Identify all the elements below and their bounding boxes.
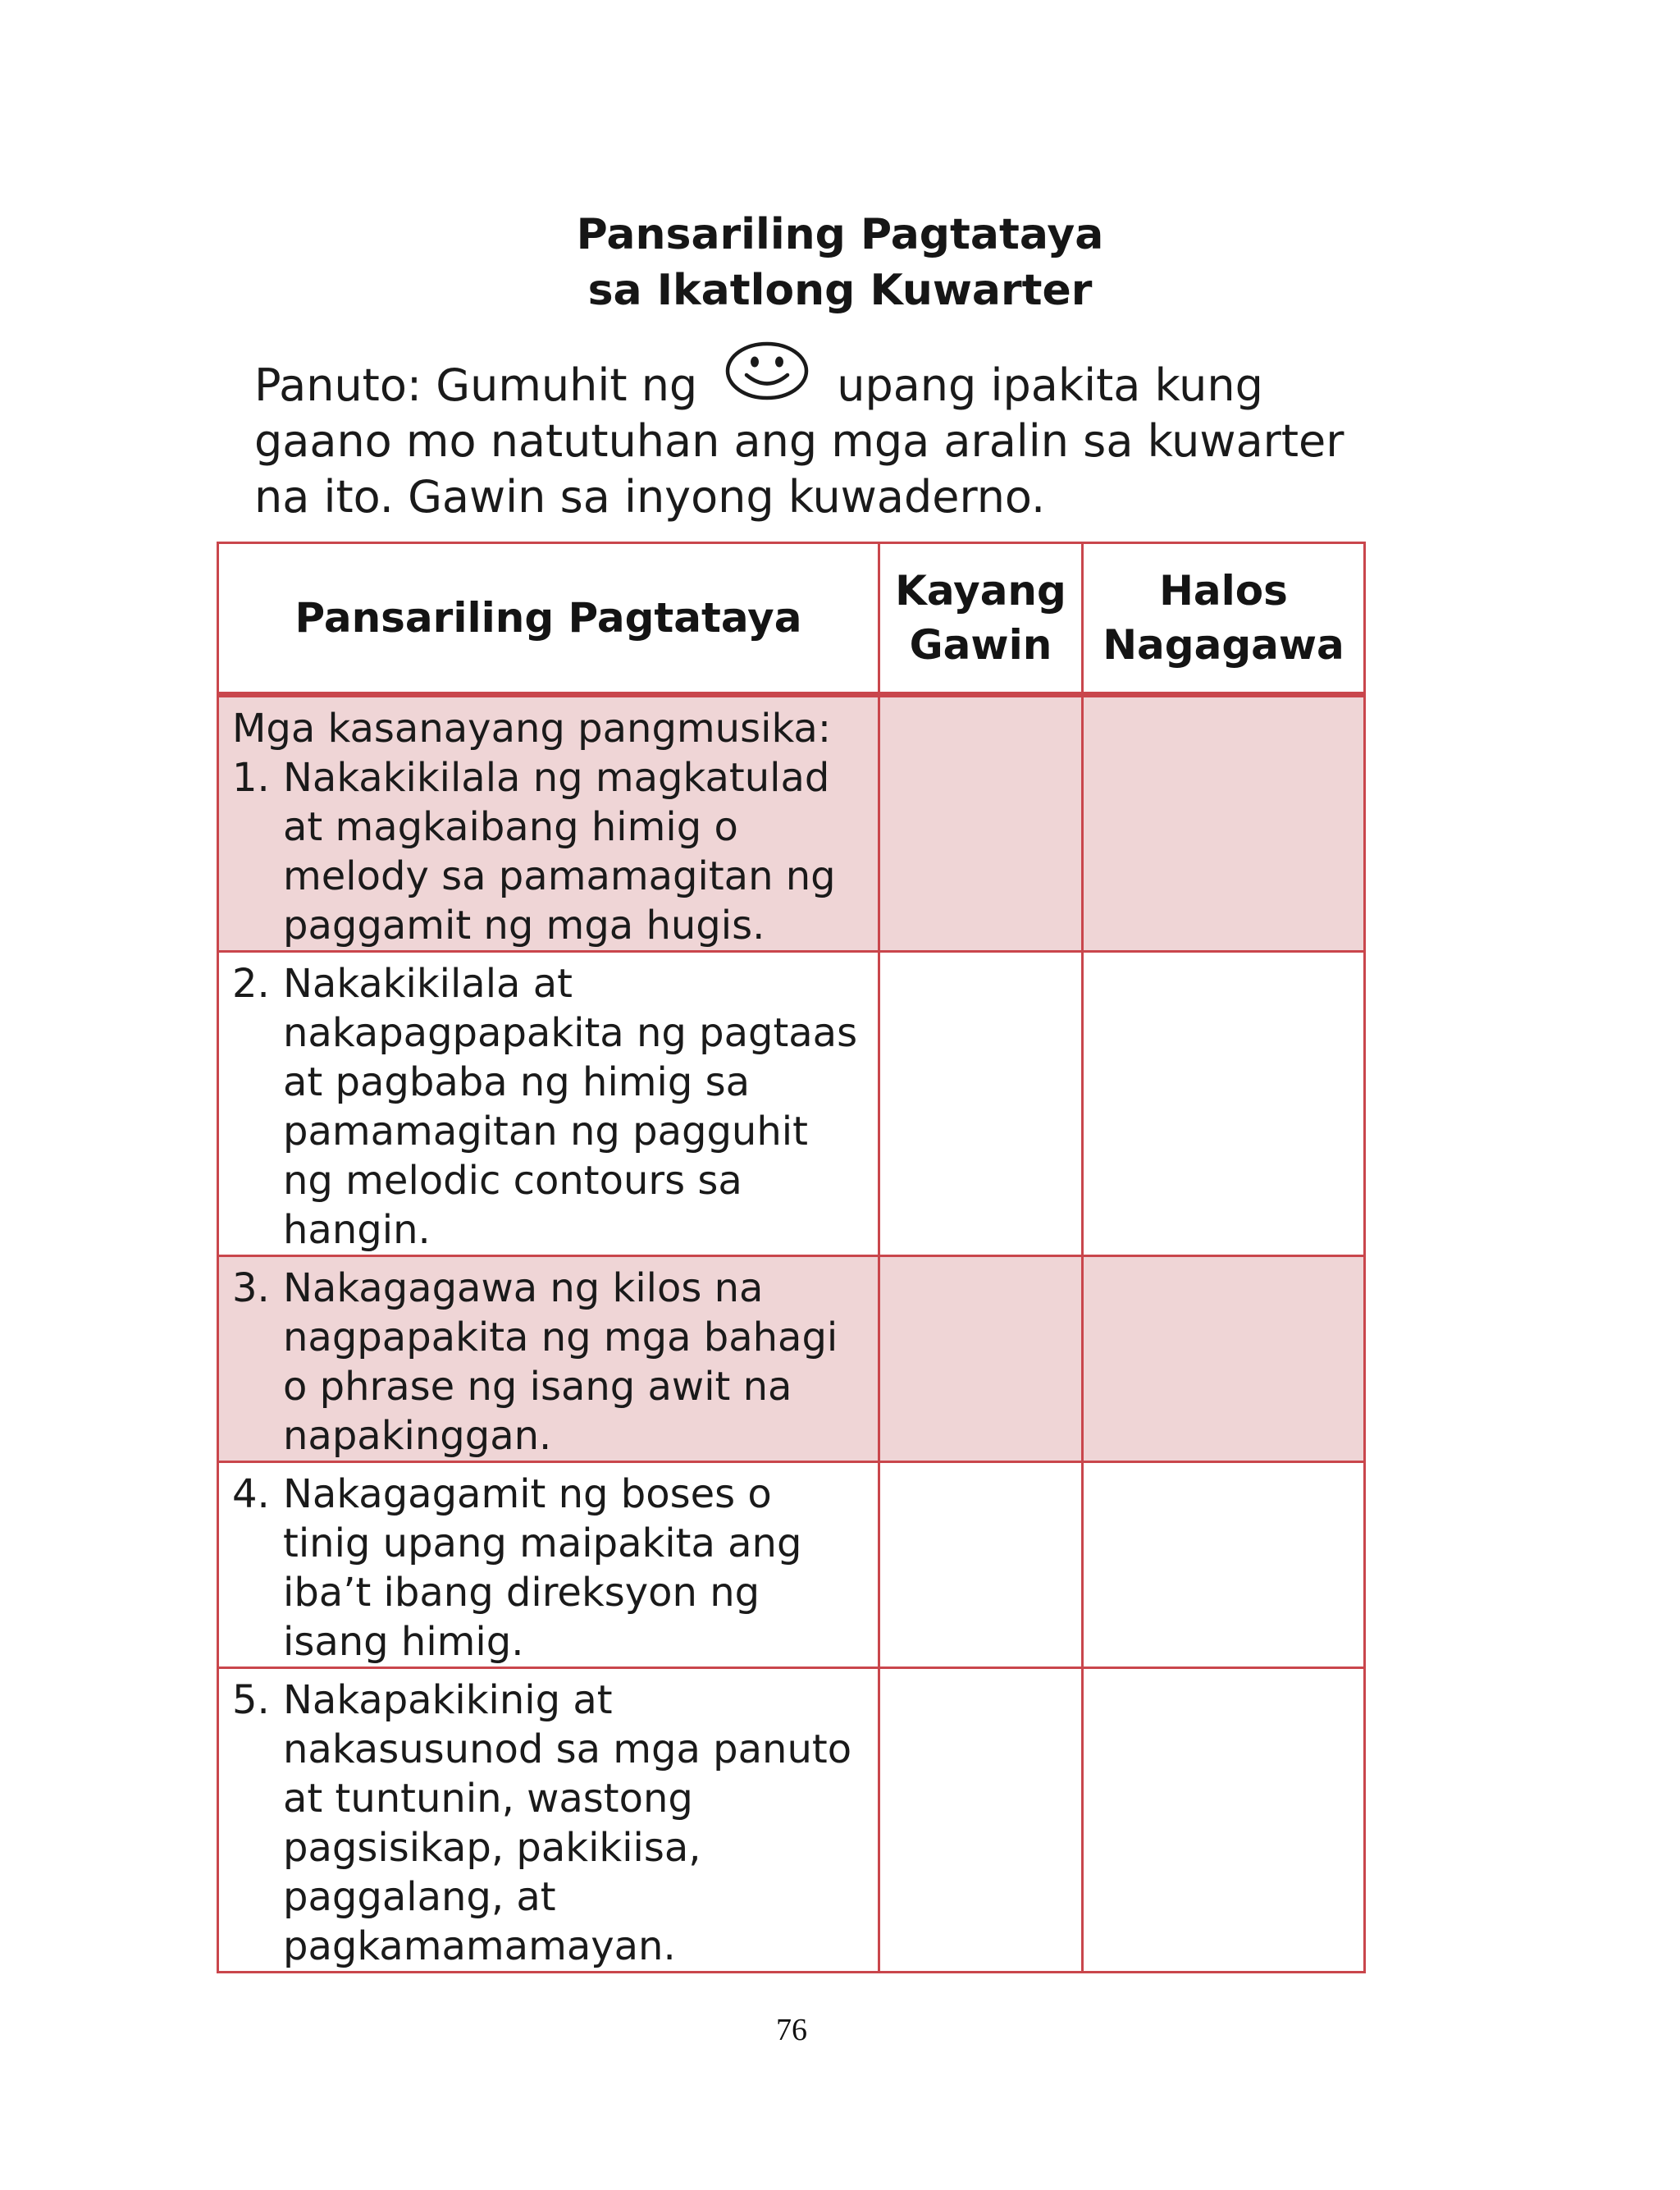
row-description — [218, 1256, 879, 1462]
row-description — [218, 695, 879, 952]
row-number: 5. — [232, 1677, 270, 1723]
checkbox-cell-halos-nagagawa[interactable] — [1083, 1668, 1365, 1973]
checkbox-cell-halos-nagagawa[interactable] — [1083, 1462, 1365, 1668]
instructions-line-3: na ito. Gawin sa inyong kuwaderno. — [254, 471, 1046, 523]
row-number: 4. — [232, 1471, 270, 1517]
checkbox-cell-kayang-gawin[interactable] — [879, 1668, 1083, 1973]
page-number: 76 — [776, 2013, 807, 2047]
self-assessment-table — [217, 542, 1366, 1973]
checkbox-cell-halos-nagagawa[interactable] — [1083, 695, 1365, 952]
checkbox-cell-kayang-gawin[interactable] — [879, 952, 1083, 1256]
row-text: Nakakikilala at nakapagpapakita ng pagtaas at pagbaba ng himig sa pamamagitan ng pagguhit ng melodic contours sa hangin. — [283, 961, 858, 1253]
checkbox-cell-halos-nagagawa[interactable] — [1083, 952, 1365, 1256]
table-row — [218, 1256, 1365, 1462]
row-number: 1. — [232, 755, 270, 801]
row-text: Nakagagamit ng boses o tinig upang maipakita ang iba’t ibang direksyon ng isang himig. — [283, 1471, 802, 1665]
checkbox-cell-kayang-gawin[interactable] — [879, 695, 1083, 952]
instructions-text-after-icon: upang ipakita kung — [837, 359, 1263, 411]
instructions-line-2: gaano mo natutuhan ang mga aralin sa kuwarter — [254, 415, 1344, 467]
page-subtitle: sa Ikatlong Kuwarter — [587, 266, 1093, 315]
table-header-row — [218, 543, 1365, 695]
row-number: 2. — [232, 961, 270, 1007]
page-title: Pansariling Pagtataya — [576, 210, 1104, 259]
row-text: Nakakikilala ng magkatulad at magkaibang himig o melody sa pamamagitan ng paggamit ng mga hugis. — [283, 755, 836, 949]
instructions — [254, 358, 1403, 525]
checkbox-cell-halos-nagagawa[interactable] — [1083, 1256, 1365, 1462]
table-row — [218, 952, 1365, 1256]
row-number: 3. — [232, 1265, 270, 1311]
column-header-assessment: Pansariling Pagtataya — [218, 543, 879, 695]
column-header-kayang-gawin: Kayang Gawin — [879, 543, 1083, 695]
table-row — [218, 1668, 1365, 1973]
smiley-face-icon — [722, 358, 812, 414]
row-text: Nakagagawa ng kilos na nagpapakita ng mga bahagi o phrase ng isang awit na napakinggan. — [283, 1265, 838, 1459]
skills-intro: Mga kasanayang pangmusika: — [232, 706, 831, 752]
checkbox-cell-kayang-gawin[interactable] — [879, 1462, 1083, 1668]
row-text: Nakapakikinig at nakasusunod sa mga panuto at tuntunin, wastong pagsisikap, pakikiisa, paggalang, at pagkamamamayan. — [283, 1677, 852, 1969]
table-row — [218, 1462, 1365, 1668]
table-row — [218, 695, 1365, 952]
checkbox-cell-kayang-gawin[interactable] — [879, 1256, 1083, 1462]
instructions-line-1 — [254, 358, 1403, 414]
row-description — [218, 952, 879, 1256]
column-header-halos-nagagawa: Halos Nagagawa — [1083, 543, 1365, 695]
row-description — [218, 1462, 879, 1668]
instructions-text-before-icon: Panuto: Gumuhit ng — [254, 359, 698, 411]
row-description — [218, 1668, 879, 1973]
